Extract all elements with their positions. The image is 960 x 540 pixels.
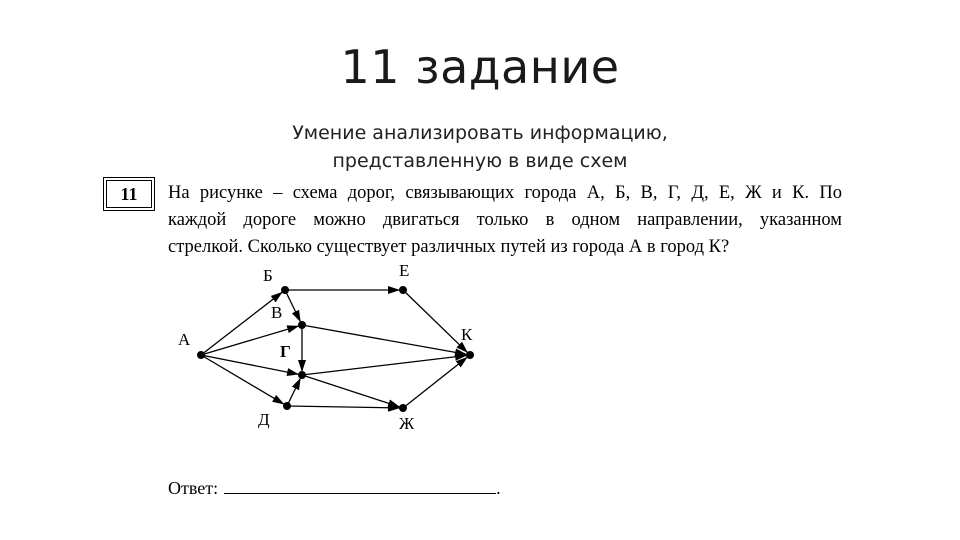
edge-A-D xyxy=(201,355,284,404)
node-label-E: Е xyxy=(399,261,410,280)
node-label-Zh: Ж xyxy=(399,414,415,433)
task-text-line-1: На рисунке – схема дорог, связывающих города А, Б, В, Г, Д, Е, Ж и К. По xyxy=(168,183,842,203)
edge-A-B xyxy=(201,292,282,355)
edge-B-V xyxy=(285,290,300,321)
node-D xyxy=(283,402,291,410)
slide-subtitle-line-2: представленную в виде схем xyxy=(332,150,628,172)
answer-label: Ответ: xyxy=(168,478,219,498)
node-Zh xyxy=(399,404,407,412)
node-A xyxy=(197,351,205,359)
edge-Zh-K xyxy=(403,357,467,408)
task-text-line-2: каждой дороге можно двигаться только в одном направлении, указанном xyxy=(168,210,842,230)
node-B xyxy=(281,286,289,294)
edge-D-Zh xyxy=(287,406,399,408)
graph-edges xyxy=(201,290,467,408)
graph-nodes xyxy=(197,286,474,412)
task-number-box: 11 xyxy=(106,180,152,208)
node-label-B: Б xyxy=(263,266,273,285)
node-label-V: В xyxy=(271,303,283,322)
answer-blank-line[interactable] xyxy=(224,477,496,494)
edge-V-K xyxy=(302,325,466,354)
slide-subtitle-line-1: Умение анализировать информацию, xyxy=(292,122,668,144)
node-G xyxy=(298,371,306,379)
answer-suffix: . xyxy=(496,478,501,498)
node-label-G: Г xyxy=(280,342,291,361)
slide-title: 11 задание xyxy=(340,40,620,94)
node-label-K: К xyxy=(461,325,473,344)
node-K xyxy=(466,351,474,359)
edge-G-K xyxy=(302,355,466,375)
task-text-line-3: стрелкой. Сколько существует различных путей из города А в город К? xyxy=(168,237,730,257)
edge-G-Zh xyxy=(302,375,399,407)
node-V xyxy=(298,321,306,329)
node-label-A: А xyxy=(178,330,191,349)
edge-E-K xyxy=(403,290,467,352)
edge-D-G xyxy=(287,379,300,406)
node-label-D: Д xyxy=(258,410,270,429)
answer-row xyxy=(168,477,501,499)
node-E xyxy=(399,286,407,294)
